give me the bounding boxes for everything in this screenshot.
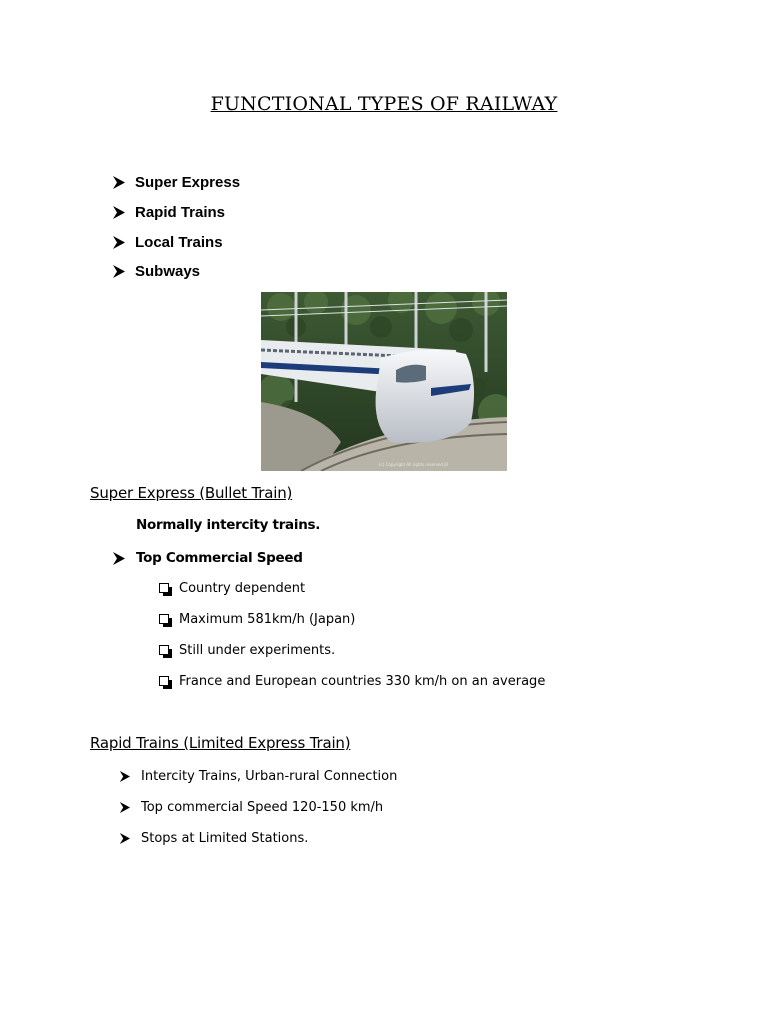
- sub-list-item-label: France and European countries 330 km/h on an average: [179, 673, 546, 689]
- photo-copyright-text: (c) Copyright All rights reserved JR: [379, 462, 449, 467]
- arrow-bullet-icon: [112, 265, 125, 278]
- arrow-bullet-icon: [112, 206, 125, 219]
- list-item-label: Top Commercial Speed: [136, 550, 303, 566]
- list-item-label: Super Express: [135, 173, 241, 191]
- section-heading: Super Express (Bullet Train): [90, 484, 293, 502]
- list-item: [119, 797, 383, 817]
- sub-list-item: [159, 578, 305, 598]
- list-item: [119, 828, 308, 848]
- arrow-bullet-icon: [119, 833, 130, 844]
- bullet-train-photo: [261, 292, 507, 471]
- list-item: [112, 231, 223, 253]
- list-item-label: Stops at Limited Stations.: [141, 830, 309, 846]
- sub-list-item-label: Country dependent: [179, 580, 306, 596]
- list-item: [112, 548, 303, 568]
- checkbox-bullet-icon: [159, 583, 169, 593]
- sub-list-item-label: Still under experiments.: [179, 642, 336, 658]
- list-item: [112, 260, 200, 282]
- arrow-bullet-icon: [119, 802, 130, 813]
- sub-list-item: [159, 640, 335, 660]
- checkbox-bullet-icon: [159, 614, 169, 624]
- arrow-bullet-icon: [119, 771, 130, 782]
- list-item: [112, 171, 240, 193]
- arrow-bullet-icon: [112, 236, 125, 249]
- section-heading: Rapid Trains (Limited Express Train): [90, 734, 351, 752]
- page-title: FUNCTIONAL TYPES OF RAILWAY: [210, 93, 558, 115]
- section-note: Normally intercity trains.: [136, 517, 321, 533]
- sub-list-item: [159, 671, 545, 691]
- list-item: [112, 201, 225, 223]
- list-item-label: Subways: [135, 262, 201, 280]
- arrow-bullet-icon: [112, 552, 125, 565]
- checkbox-bullet-icon: [159, 676, 169, 686]
- bullet-train-image: [261, 292, 507, 471]
- sub-list-item-label: Maximum 581km/h (Japan): [179, 611, 356, 627]
- list-item-label: Top commercial Speed 120-150 km/h: [141, 799, 384, 815]
- list-item-label: Rapid Trains: [135, 203, 226, 221]
- list-item: [119, 766, 397, 786]
- sub-list-item: [159, 609, 355, 629]
- checkbox-bullet-icon: [159, 645, 169, 655]
- arrow-bullet-icon: [112, 176, 125, 189]
- list-item-label: Intercity Trains, Urban-rural Connection: [141, 768, 398, 784]
- list-item-label: Local Trains: [135, 233, 223, 251]
